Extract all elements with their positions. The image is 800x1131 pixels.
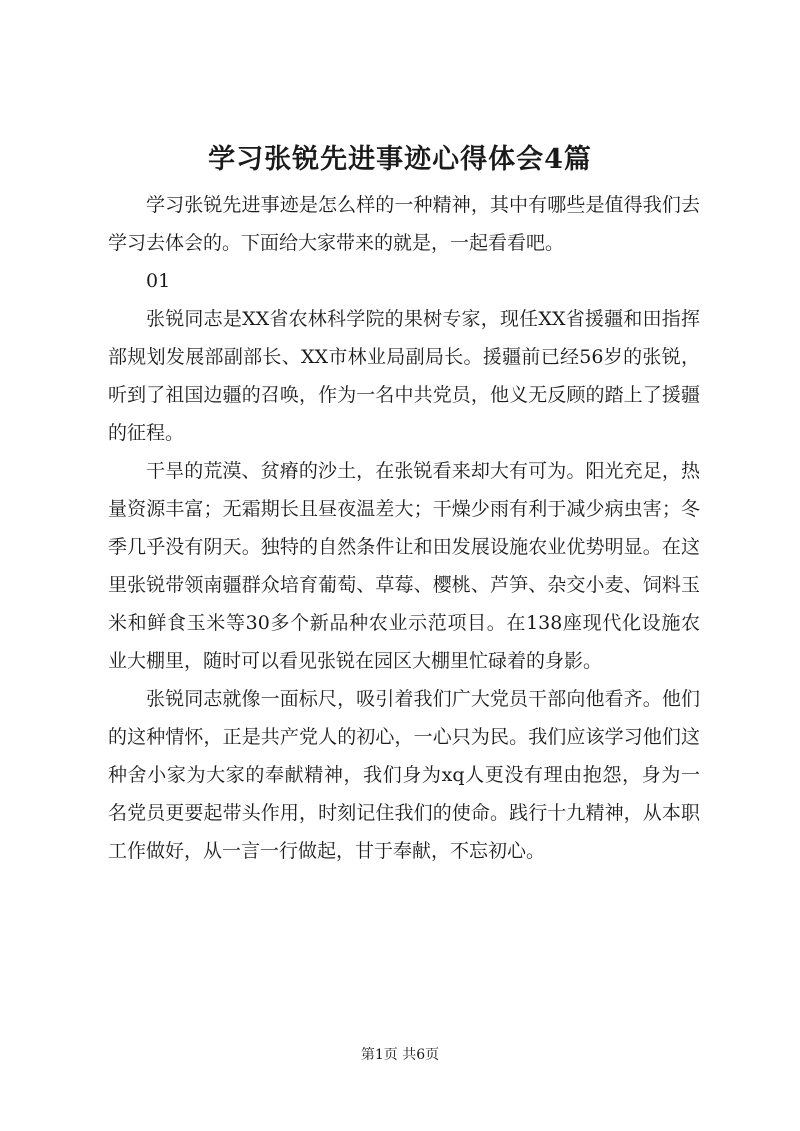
section-number: 01 <box>146 270 171 292</box>
intro-paragraph: 学习张锐先进事迹是怎么样的一种精神，其中有哪些是值得我们去学习去体会的。下面给大家带来的就是，一起看看吧。 <box>108 194 700 254</box>
document-body <box>108 186 700 870</box>
document-title: 学习张锐先进事迹心得体会4篇 <box>208 144 592 175</box>
body-paragraph: 张锐同志是XX省农林科学院的果树专家，现任XX省援疆和田指挥部规划发展部副部长、XX市林业局副局长。援疆前已经56岁的张锐，听到了祖国边疆的召唤，作为一名中共党员，他义无反顾的踏上了援疆的征程。 <box>108 308 700 444</box>
body-paragraph: 张锐同志就像一面标尺，吸引着我们广大党员干部向他看齐。他们的这种情怀，正是共产党人的初心，一心只为民。我们应该学习他们这种舍小家为大家的奉献精神，我们身为xq人更没有理由抱怨，身为一名党员更要起带头作用，时刻记住我们的使命。践行十九精神，从本职工作做好，从一言一行做起，甘于奉献，不忘初心。 <box>108 688 700 862</box>
body-paragraph: 干旱的荒漠、贫瘠的沙土，在张锐看来却大有可为。阳光充足，热量资源丰富；无霜期长且昼夜温差大；干燥少雨有利于减少病虫害；冬季几乎没有阴天。独特的自然条件让和田发展设施农业优势明显。在这里张锐带领南疆群众培育葡萄、草莓、樱桃、芦笋、杂交小麦、饲料玉米和鲜食玉米等30多个新品种农业示范项目。在138座现代化设施农业大棚里，随时可以看见张锐在园区大棚里忙碌着的身影。 <box>108 460 700 672</box>
page-footer: 第1页 共6页 <box>360 1047 440 1063</box>
